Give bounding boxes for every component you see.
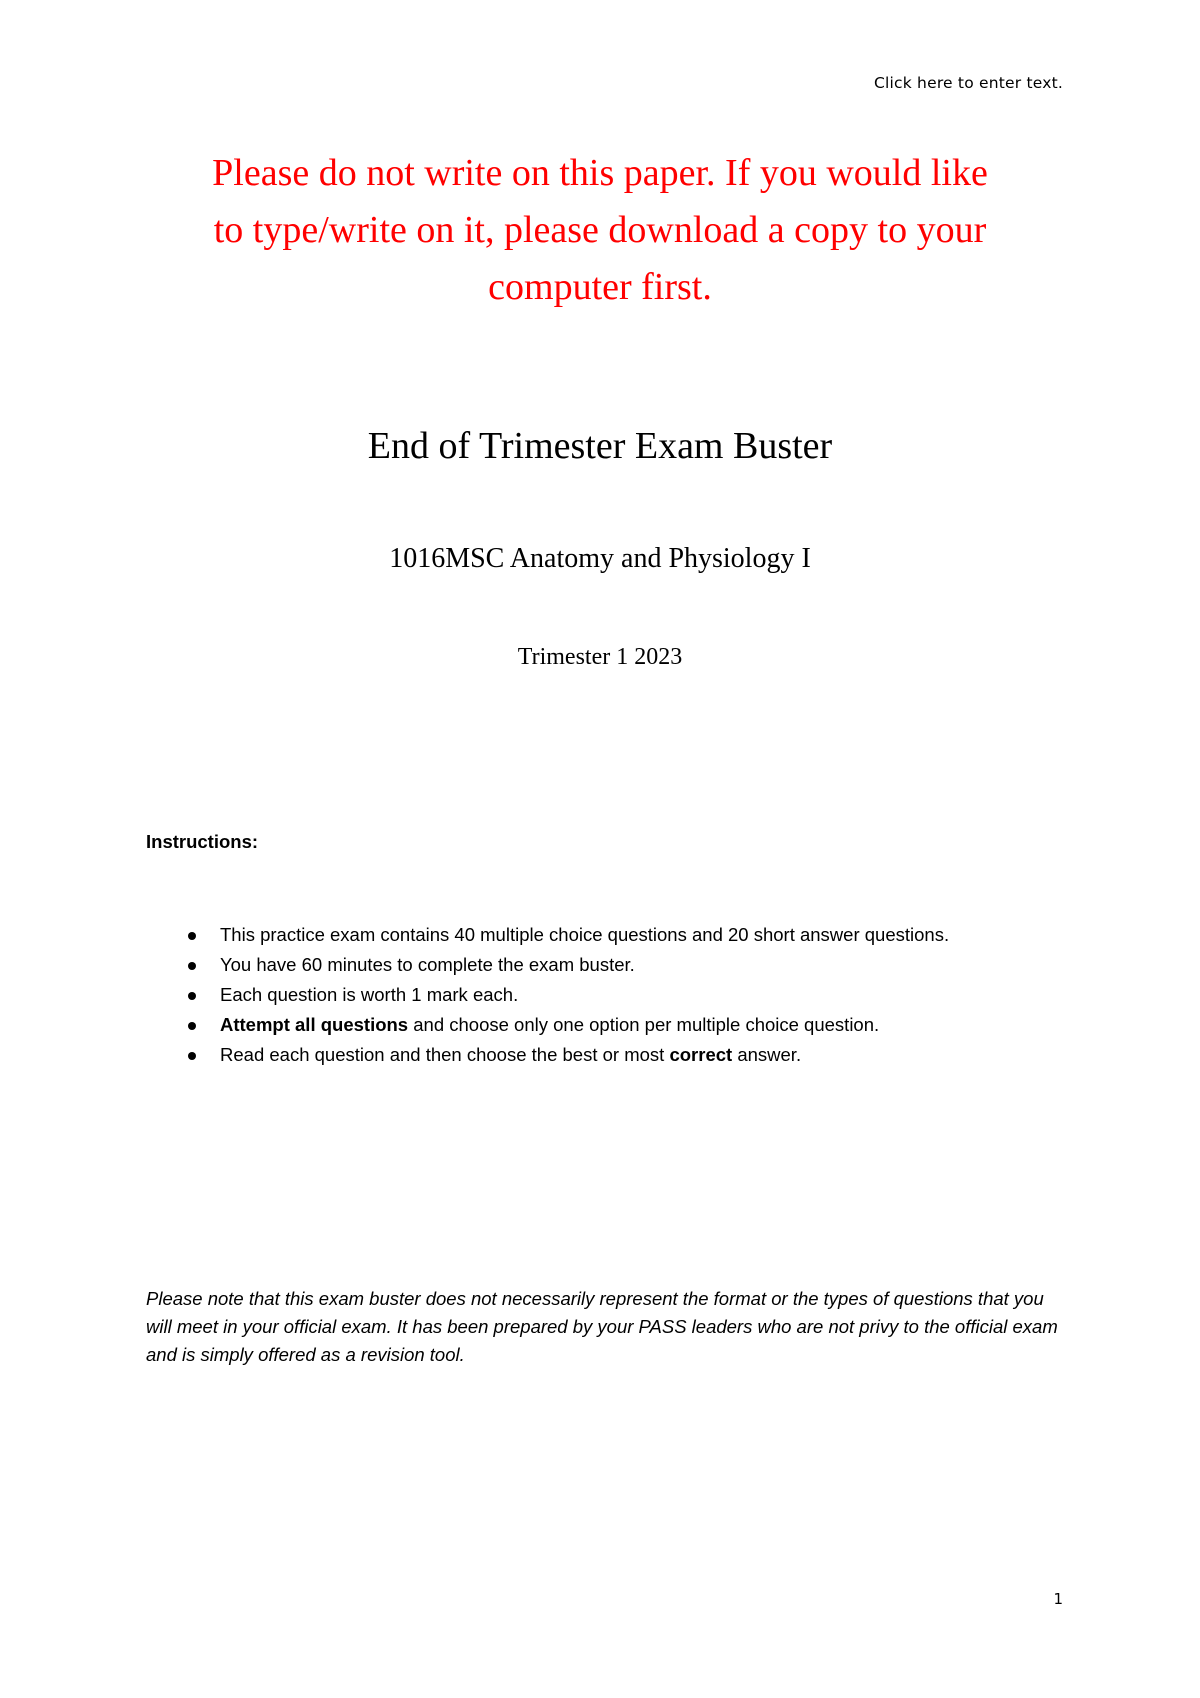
instructions-list xyxy=(182,922,1032,1072)
disclaimer-note: Please note that this exam buster does not necessarily represent the format or the types of questions that you will meet in your official exam. It has been prepared by your PASS leaders who are not privy to the official exam and is simply offered as a revision tool. xyxy=(146,1288,1058,1365)
instruction-text: Each question is worth 1 mark each. xyxy=(220,984,519,1005)
bullet-icon xyxy=(188,1022,196,1030)
instruction-text: and choose only one option per multiple choice question. xyxy=(408,1014,880,1035)
warning-line-3: computer first. xyxy=(488,266,712,308)
instruction-text: This practice exam contains 40 multiple choice questions and 20 short answer questions. xyxy=(220,924,950,945)
course-name: 1016MSC Anatomy and Physiology I xyxy=(389,543,811,574)
instruction-text: You have 60 minutes to complete the exam buster. xyxy=(220,954,635,975)
document-title: End of Trimester Exam Buster xyxy=(367,425,833,467)
list-item xyxy=(182,952,1032,978)
list-item xyxy=(182,1012,1032,1038)
list-item xyxy=(182,1042,1032,1068)
term-label: Trimester 1 2023 xyxy=(517,644,683,670)
header-text-field[interactable]: Click here to enter text. xyxy=(874,74,1063,92)
list-item xyxy=(182,982,1032,1008)
list-item xyxy=(182,922,1032,948)
bullet-icon xyxy=(188,992,196,1000)
page-number: 1 xyxy=(1053,1590,1063,1608)
bullet-icon xyxy=(188,1052,196,1060)
instruction-bold-text: correct xyxy=(669,1044,733,1065)
warning-line-2: to type/write on it, please download a copy to your xyxy=(213,209,987,251)
instructions-heading: Instructions: xyxy=(146,831,259,852)
instruction-text: answer. xyxy=(732,1044,802,1065)
bullet-icon xyxy=(188,962,196,970)
bullet-icon xyxy=(188,932,196,940)
instruction-bold-text: Attempt all questions xyxy=(220,1014,409,1035)
instruction-text: Read each question and then choose the best or most xyxy=(220,1044,670,1065)
warning-notice xyxy=(130,145,1070,316)
warning-line-1: Please do not write on this paper. If you would like xyxy=(212,152,988,194)
